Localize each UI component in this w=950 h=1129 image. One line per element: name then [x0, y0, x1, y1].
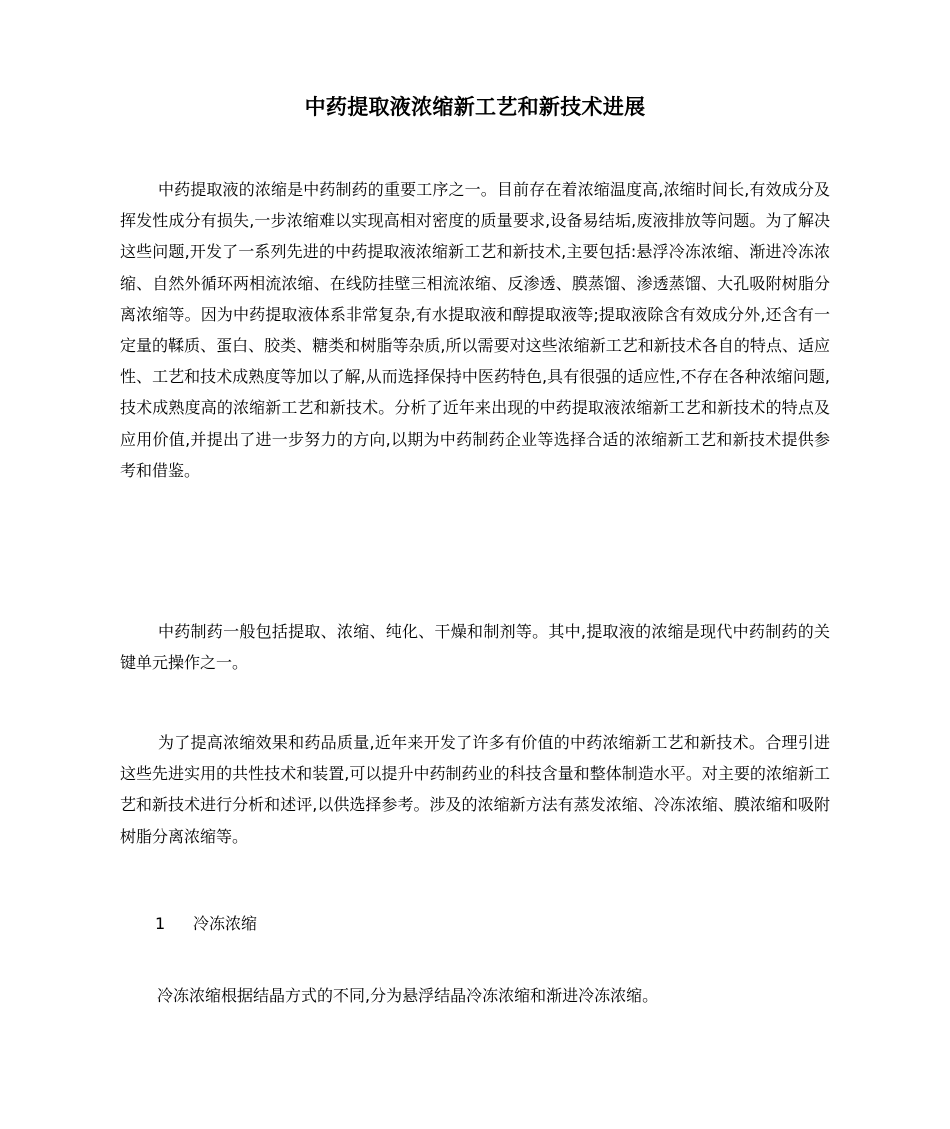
paragraph-freeze-concentration: 冷冻浓缩根据结晶方式的不同,分为悬浮结晶冷冻浓缩和渐进冷冻浓缩。: [157, 986, 659, 1005]
section-title: 冷冻浓缩: [193, 914, 258, 933]
document-title: 中药提取液浓缩新工艺和新技术进展: [304, 95, 646, 119]
paragraph-overview: 中药制药一般包括提取、浓缩、纯化、干燥和制剂等。其中,提取液的浓缩是现代中药制药的关键单元操作之一。: [120, 622, 830, 673]
paragraph-new-technology: 为了提高浓缩效果和药品质量,近年来开发了许多有价值的中药浓缩新工艺和新技术。合理引进这些先进实用的共性技术和装置,可以提升中药制药业的科技含量和整体制造水平。对主要的浓缩新工艺和新技术进行分析和述评,以供选择参考。涉及的浓缩新方法有蒸发浓缩、冷冻浓缩、膜浓缩和吸附树脂分离浓缩等。: [120, 733, 830, 846]
section-number: 1: [155, 914, 166, 933]
section-heading: [155, 908, 257, 939]
paragraph-intro: 中药提取液的浓缩是中药制药的重要工序之一。目前存在着浓缩温度高,浓缩时间长,有效成分及挥发性成分有损失,一步浓缩难以实现高相对密度的质量要求,设备易结垢,废液排放等问题。为了解决这些问题,开发了一系列先进的中药提取液浓缩新工艺和新技术,主要包括:悬浮冷冻浓缩、渐进冷冻浓缩、自然外循环两相流浓缩、在线防挂壁三相流浓缩、反渗透、膜蒸馏、渗透蒸馏、大孔吸附树脂分离浓缩等。因为中药提取液体系非常复杂,有水提取液和醇提取液等;提取液除含有效成分外,还含有一定量的鞣质、蛋白、胶类、糖类和树脂等杂质,所以需要对这些浓缩新工艺和新技术各自的特点、适应性、工艺和技术成熟度等加以了解,从而选择保持中医药特色,具有很强的适应性,不存在各种浓缩问题,技术成熟度高的浓缩新工艺和新技术。分析了近年来出现的中药提取液浓缩新工艺和新技术的特点及应用价值,并提出了进一步努力的方向,以期为中药制药企业等选择合适的浓缩新工艺和新技术提供参考和借鉴。: [120, 180, 830, 480]
